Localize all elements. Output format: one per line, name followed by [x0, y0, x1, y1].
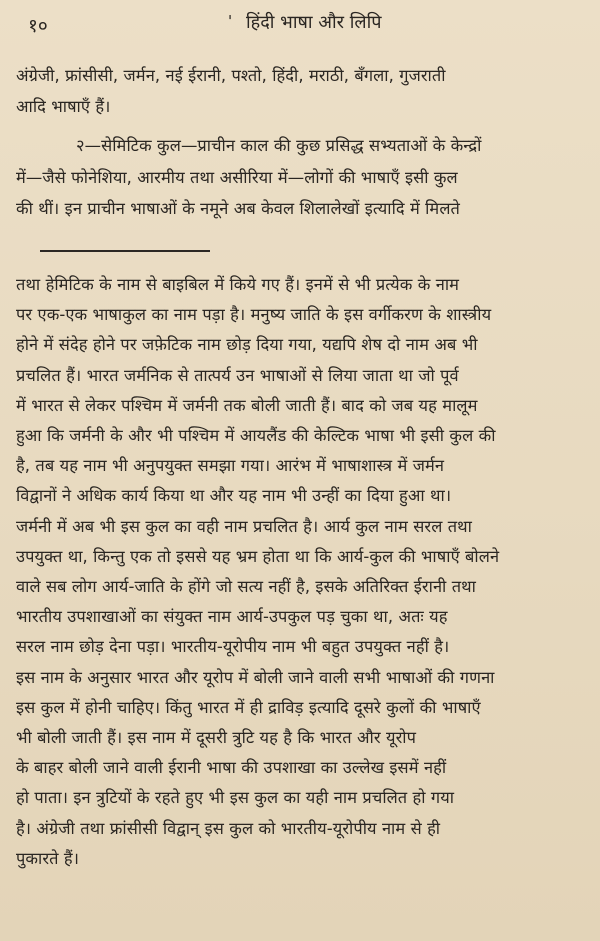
- footnote-rule: [40, 250, 210, 252]
- text-line: की थीं। इन प्राचीन भाषाओं के नमूने अब केवल शिलालेखों इत्यादि में मिलते: [16, 198, 460, 218]
- text-line: अंग्रेजी, फ्रांसीसी, जर्मन, नई ईरानी, पश्तो, हिंदी, मराठी, बँगला, गुजराती: [16, 66, 446, 85]
- page-number: १०: [28, 15, 48, 37]
- text-block-top: [16, 60, 586, 224]
- text-line: जर्मनी में अब भी इस कुल का वही नाम प्रचलित है। आर्य कुल नाम सरल तथा: [16, 516, 472, 536]
- header-mark: ': [228, 12, 233, 30]
- text-line: सरल नाम छोड़ देना पड़ा। भारतीय-यूरोपीय नाम भी बहुत उपयुक्त नहीं है।: [16, 637, 450, 657]
- running-title: हिंदी भाषा और लिपि: [246, 12, 382, 33]
- text-line: होने में संदेह होने पर जफ़ेटिक नाम छोड़ दिया गया, यद्यपि शेष दो नाम अब भी: [16, 335, 478, 355]
- running-header: [16, 0, 586, 42]
- text-line: आदि भाषाएँ हैं।: [16, 97, 111, 117]
- text-line: हो पाता। इन त्रुटियों के रहते हुए भी इस कुल का यही नाम प्रचलित हो गया: [16, 788, 455, 808]
- text-line: के बाहर बोली जाने वाली ईरानी भाषा की उपशाखा का उल्लेख इसमें नहीं: [16, 758, 447, 778]
- text-line: पर एक-एक भाषाकुल का नाम पड़ा है। मनुष्य जाति के इस वर्गीकरण के शास्त्रीय: [16, 305, 492, 325]
- text-line: भारतीय उपशाखाओं का संयुक्त नाम आर्य-उपकुल पड़ चुका था, अतः यह: [16, 607, 448, 627]
- text-line: तथा हेमिटिक के नाम से बाइबिल में किये गए हैं। इनमें से भी प्रत्येक के नाम: [16, 275, 460, 295]
- text-line: उपयुक्त था, किन्तु एक तो इससे यह भ्रम होता था कि आर्य-कुल की भाषाएँ बोलने: [16, 546, 500, 566]
- text-line: है। अंग्रेजी तथा फ्रांसीसी विद्वान् इस कुल को भारतीय-यूरोपीय नाम से ही: [16, 818, 441, 838]
- text-line: पुकारते हैं।: [16, 848, 80, 868]
- text-line: में भारत से लेकर पश्चिम में जर्मनी तक बोली जाती हैं। बाद को जब यह मालूम: [16, 395, 478, 415]
- text-block-bottom: [16, 270, 586, 874]
- text-line: इस नाम के अनुसार भारत और यूरोप में बोली जाने वाली सभी भाषाओं की गणना: [16, 667, 495, 687]
- text-line: प्रचलित हैं। भारत जर्मनिक से तात्पर्य उन भाषाओं से लिया जाता था जो पूर्व: [16, 365, 459, 385]
- text-line: विद्वानों ने अधिक कार्य किया था और यह नाम भी उन्हीं का दिया हुआ था।: [16, 486, 452, 506]
- text-line: हुआ कि जर्मनी के और भी पश्चिम में आयलैंड की केल्टिक भाषा भी इसी कुल की: [16, 426, 496, 446]
- text-line: में—जैसे फोनेशिया, आरमीय तथा असीरिया में—लोगों की भाषाएँ इसी कुल: [16, 167, 458, 187]
- paragraph-start: २—सेमिटिक कुल—प्राचीन काल की कुछ प्रसिद्ध सभ्यताओं के केन्द्रों: [76, 136, 482, 156]
- text-line: वाले सब लोग आर्य-जाति के होंगे जो सत्य नहीं है, इसके अतिरिक्त ईरानी तथा: [16, 577, 476, 597]
- text-line: भी बोली जाती हैं। इस नाम में दूसरी त्रुटि यह है कि भारत और यूरोप: [16, 728, 417, 748]
- text-line: है, तब यह नाम भी अनुपयुक्त समझा गया। आरंभ में भाषाशास्त्र में जर्मन: [16, 456, 445, 476]
- text-line: इस कुल में होनी चाहिए। किंतु भारत में ही द्राविड़ इत्यादि दूसरे कुलों की भाषाएँ: [16, 697, 481, 717]
